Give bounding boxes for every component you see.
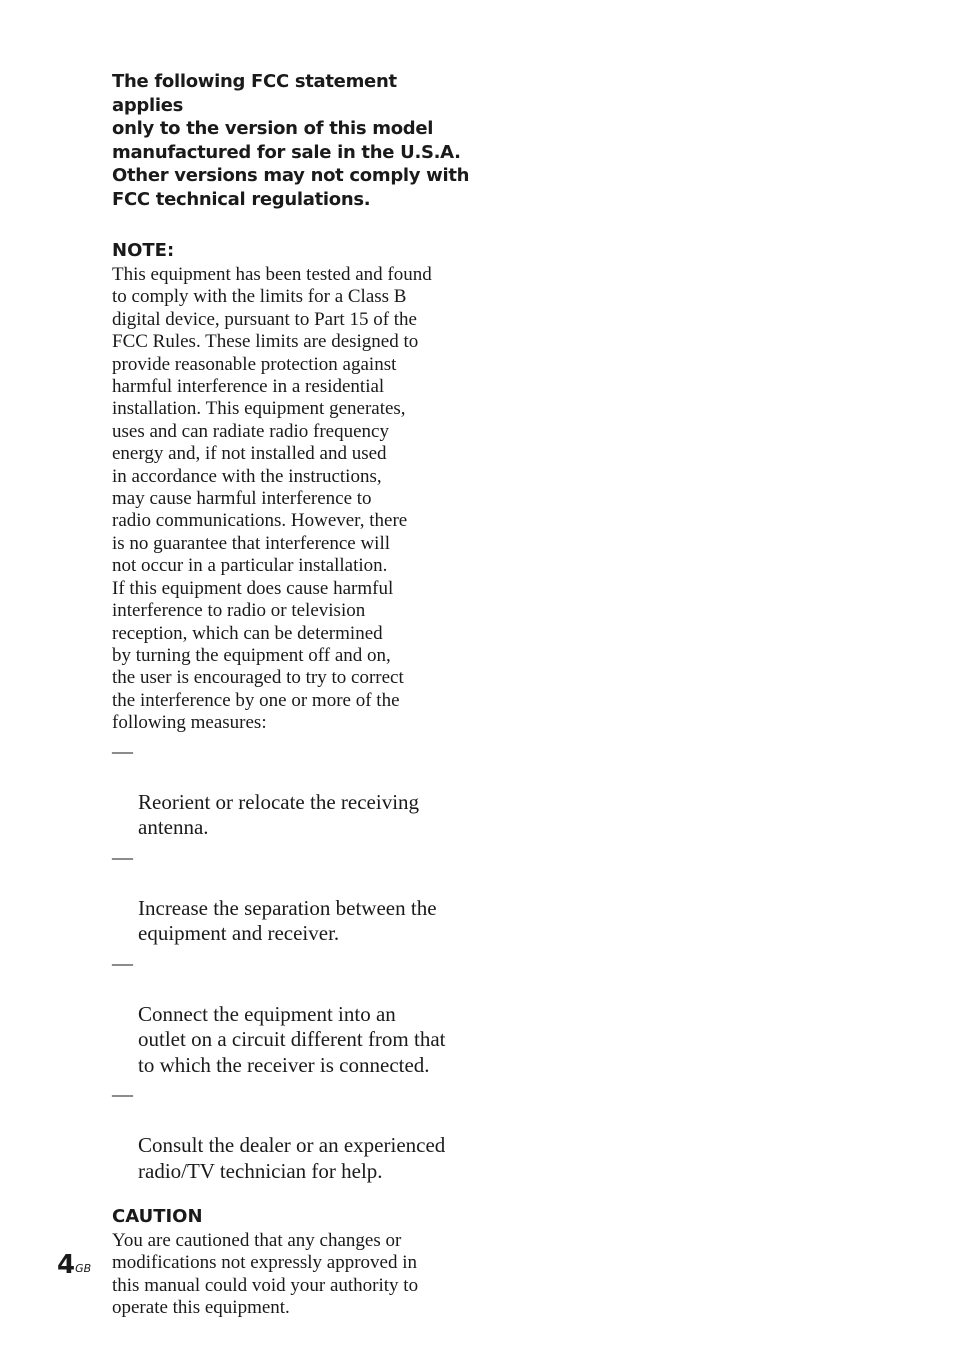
measure-text: Consult the dealer or an experienced radio/TV technician for help.: [138, 1133, 446, 1183]
measures-list: [112, 739, 472, 1185]
dash-bullet: —: [112, 950, 133, 975]
caution-body: You are cautioned that any changes or modifications not expressly approved in this manual could void your authority to operate this equipment.: [112, 1230, 419, 1319]
list-item: [112, 845, 472, 947]
page-number-value: 4: [57, 1250, 76, 1280]
list-item: [112, 951, 472, 1079]
page-language-suffix: GB: [75, 1262, 92, 1275]
dash-bullet: —: [112, 738, 133, 763]
fcc-statement-intro: The following FCC statement applies only to the version of this model manufactured for sale in the U.S.A. Other versions may not comply with FCC technical regulations.: [112, 71, 470, 210]
fcc-notice-column: [112, 70, 472, 1320]
note-body: This equipment has been tested and found to comply with the limits for a Class B digital device, pursuant to Part 15 of the FCC Rules. These limits are designed to provide reasonable protection against harmful interference in a residential installation. This equipment generates, uses and can radiate radio frequency energy and, if not installed and used in accordance with the instructions, may cause harmful interference to radio communications. However, there is no guarantee that interference will not occur in a particular installation. If this equipment does cause harmful interference to radio or television reception, which can be determined by turning the equipment off and on, the user is encouraged to try to correct the interference by one or more of the following measures:: [112, 264, 432, 734]
list-item: [112, 1082, 472, 1184]
note-heading: NOTE:: [112, 240, 175, 261]
list-item: [112, 739, 472, 841]
measure-text: Reorient or relocate the receiving antenna.: [138, 789, 420, 840]
measure-text: Increase the separation between the equipment and receiver.: [138, 895, 437, 946]
caution-heading: CAUTION: [112, 1206, 203, 1228]
dash-bullet: —: [112, 1082, 133, 1107]
dash-bullet: —: [112, 844, 133, 869]
measure-text: Connect the equipment into an outlet on a circuit different from that to which the receiver is connected.: [138, 1001, 446, 1077]
page-number: [57, 1248, 91, 1282]
